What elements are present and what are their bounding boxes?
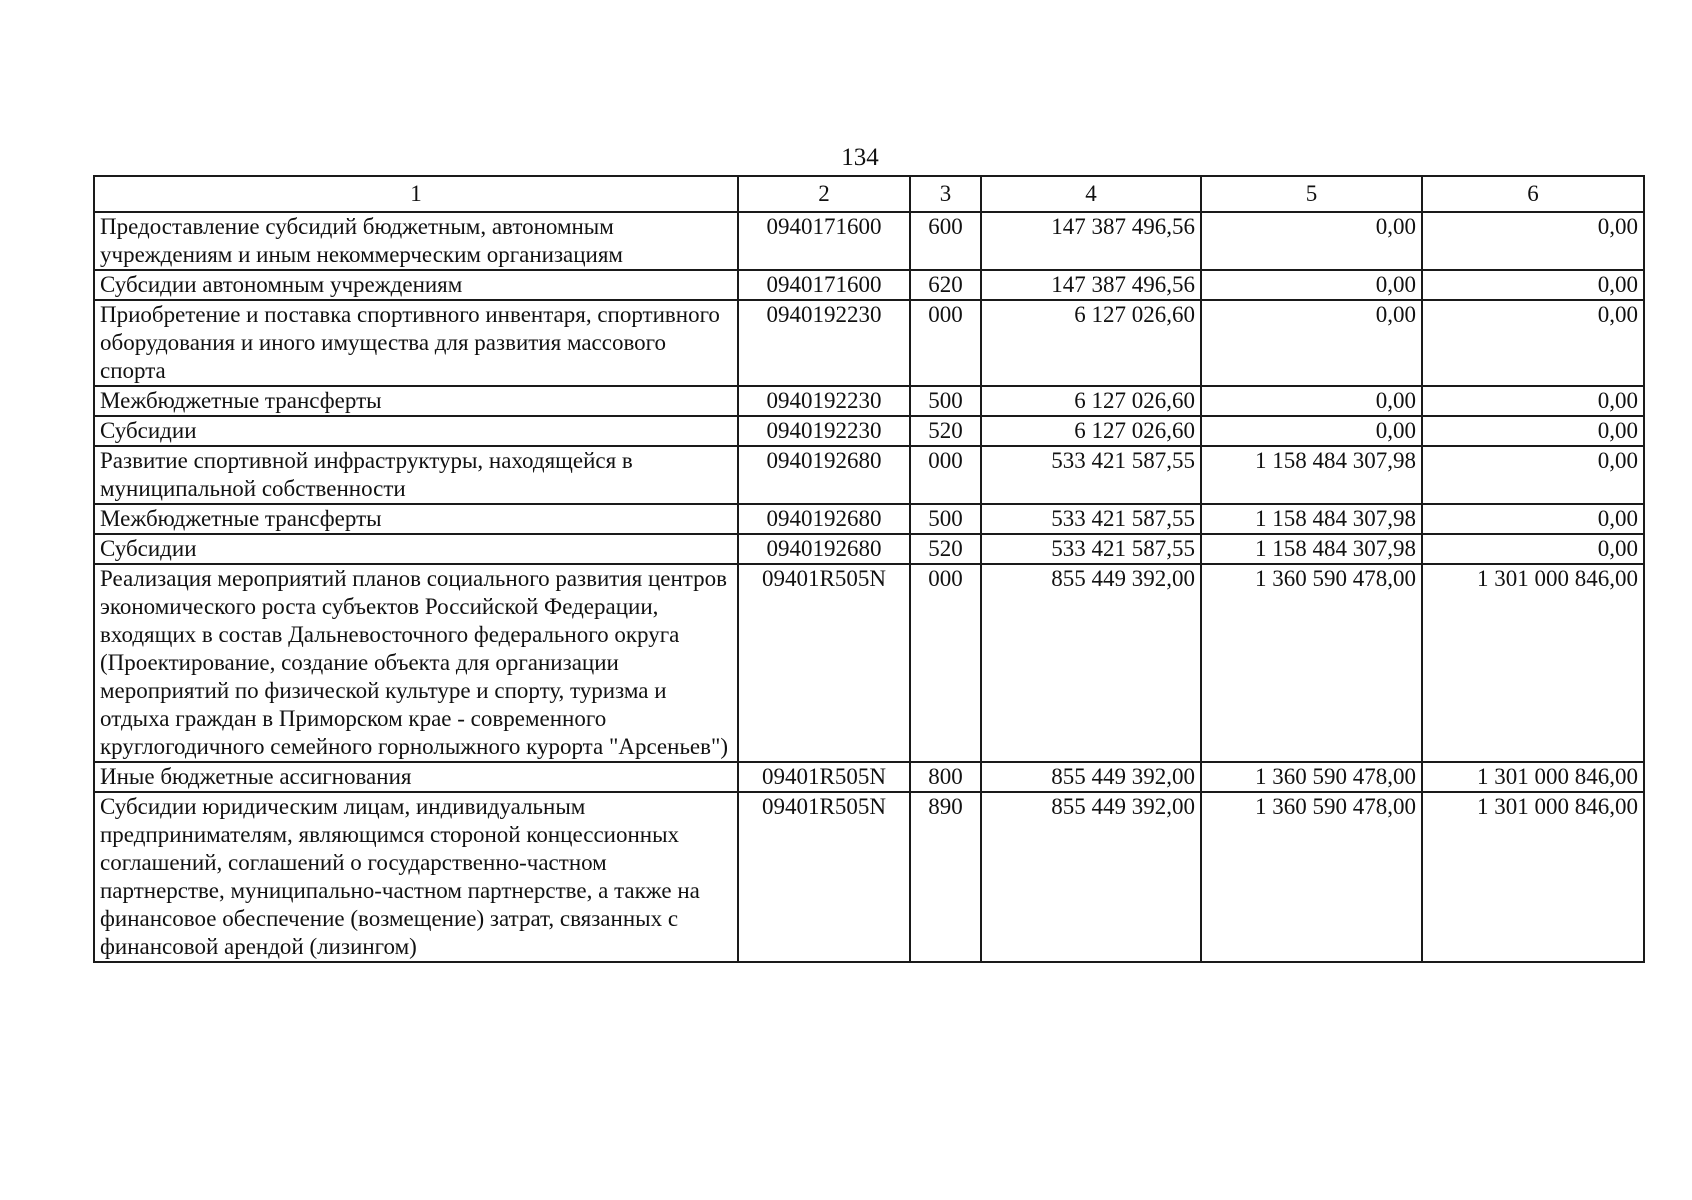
column-header-5: 5: [1201, 176, 1422, 212]
row-amount-1: 533 421 587,55: [981, 534, 1201, 564]
row-amount-1: 855 449 392,00: [981, 792, 1201, 962]
row-amount-2: 1 360 590 478,00: [1201, 762, 1422, 792]
row-amount-1: 6 127 026,60: [981, 386, 1201, 416]
table-row: [94, 446, 1644, 504]
row-amount-3: 0,00: [1422, 446, 1644, 504]
row-target-code: 0940192680: [738, 504, 910, 534]
row-name: Реализация мероприятий планов социального развития центров экономического роста субъектов Российской Федерации, входящих в состав Дальневосточного федерального округа (Проектирование, создание объекта для организации мероприятий по физической культуре и спорту, туризма и отдыха граждан в Приморском крае - современного круглогодичного семейного горнолыжного курорта "Арсеньев"): [94, 564, 738, 762]
table-row: [94, 386, 1644, 416]
row-name: Субсидии: [94, 534, 738, 564]
column-header-6: 6: [1422, 176, 1644, 212]
row-target-code: 0940171600: [738, 212, 910, 270]
row-expense-type: 000: [910, 446, 981, 504]
row-name: Развитие спортивной инфраструктуры, находящейся в муниципальной собственности: [94, 446, 738, 504]
row-name: Предоставление субсидий бюджетным, автономным учреждениям и иным некоммерческим организациям: [94, 212, 738, 270]
page-number: 134: [841, 144, 879, 171]
row-amount-3: 0,00: [1422, 212, 1644, 270]
row-expense-type: 800: [910, 762, 981, 792]
row-amount-3: 0,00: [1422, 386, 1644, 416]
budget-table: [93, 175, 1645, 963]
column-header-4: 4: [981, 176, 1201, 212]
row-amount-2: 0,00: [1201, 212, 1422, 270]
table-row: [94, 270, 1644, 300]
row-amount-3: 0,00: [1422, 416, 1644, 446]
row-name: Межбюджетные трансферты: [94, 386, 738, 416]
row-target-code: 09401R505N: [738, 564, 910, 762]
row-expense-type: 620: [910, 270, 981, 300]
row-target-code: 0940192680: [738, 534, 910, 564]
row-amount-2: 1 158 484 307,98: [1201, 504, 1422, 534]
row-amount-1: 855 449 392,00: [981, 762, 1201, 792]
row-amount-1: 147 387 496,56: [981, 270, 1201, 300]
row-expense-type: 520: [910, 534, 981, 564]
row-expense-type: 520: [910, 416, 981, 446]
row-amount-3: 1 301 000 846,00: [1422, 564, 1644, 762]
row-target-code: 0940192230: [738, 386, 910, 416]
row-expense-type: 890: [910, 792, 981, 962]
row-target-code: 0940192680: [738, 446, 910, 504]
table-row: [94, 416, 1644, 446]
column-header-3: 3: [910, 176, 981, 212]
row-amount-2: 1 360 590 478,00: [1201, 564, 1422, 762]
row-name: Иные бюджетные ассигнования: [94, 762, 738, 792]
row-expense-type: 000: [910, 300, 981, 386]
row-amount-2: 0,00: [1201, 416, 1422, 446]
row-amount-3: 0,00: [1422, 504, 1644, 534]
row-amount-1: 533 421 587,55: [981, 446, 1201, 504]
row-name: Межбюджетные трансферты: [94, 504, 738, 534]
table-row: [94, 504, 1644, 534]
row-name: Субсидии автономным учреждениям: [94, 270, 738, 300]
row-amount-2: 1 360 590 478,00: [1201, 792, 1422, 962]
column-header-2: 2: [738, 176, 910, 212]
table-row: [94, 300, 1644, 386]
row-amount-2: 1 158 484 307,98: [1201, 446, 1422, 504]
row-amount-2: 0,00: [1201, 270, 1422, 300]
column-header-1: 1: [94, 176, 738, 212]
table-row: [94, 212, 1644, 270]
row-target-code: 0940192230: [738, 416, 910, 446]
row-amount-3: 1 301 000 846,00: [1422, 792, 1644, 962]
row-amount-3: 0,00: [1422, 270, 1644, 300]
row-name: Субсидии: [94, 416, 738, 446]
table-row: [94, 534, 1644, 564]
table-row: [94, 762, 1644, 792]
table-header-row: [94, 176, 1644, 212]
row-amount-2: 1 158 484 307,98: [1201, 534, 1422, 564]
row-amount-2: 0,00: [1201, 300, 1422, 386]
table-row: [94, 792, 1644, 962]
row-name: Субсидии юридическим лицам, индивидуальным предпринимателям, являющимся стороной концессионных соглашений, соглашений о государственно-частном партнерстве, муниципально-частном партнерстве, а также на финансовое обеспечение (возмещение) затрат, связанных с финансовой арендой (лизингом): [94, 792, 738, 962]
row-expense-type: 500: [910, 386, 981, 416]
row-amount-3: 0,00: [1422, 300, 1644, 386]
row-expense-type: 000: [910, 564, 981, 762]
row-target-code: 09401R505N: [738, 762, 910, 792]
row-amount-1: 147 387 496,56: [981, 212, 1201, 270]
row-amount-1: 533 421 587,55: [981, 504, 1201, 534]
row-amount-1: 6 127 026,60: [981, 416, 1201, 446]
row-amount-1: 6 127 026,60: [981, 300, 1201, 386]
row-expense-type: 600: [910, 212, 981, 270]
row-target-code: 09401R505N: [738, 792, 910, 962]
table-row: [94, 564, 1644, 762]
row-target-code: 0940171600: [738, 270, 910, 300]
row-amount-2: 0,00: [1201, 386, 1422, 416]
row-amount-3: 0,00: [1422, 534, 1644, 564]
row-amount-3: 1 301 000 846,00: [1422, 762, 1644, 792]
row-amount-1: 855 449 392,00: [981, 564, 1201, 762]
row-name: Приобретение и поставка спортивного инвентаря, спортивного оборудования и иного имущества для развития массового спорта: [94, 300, 738, 386]
row-target-code: 0940192230: [738, 300, 910, 386]
row-expense-type: 500: [910, 504, 981, 534]
